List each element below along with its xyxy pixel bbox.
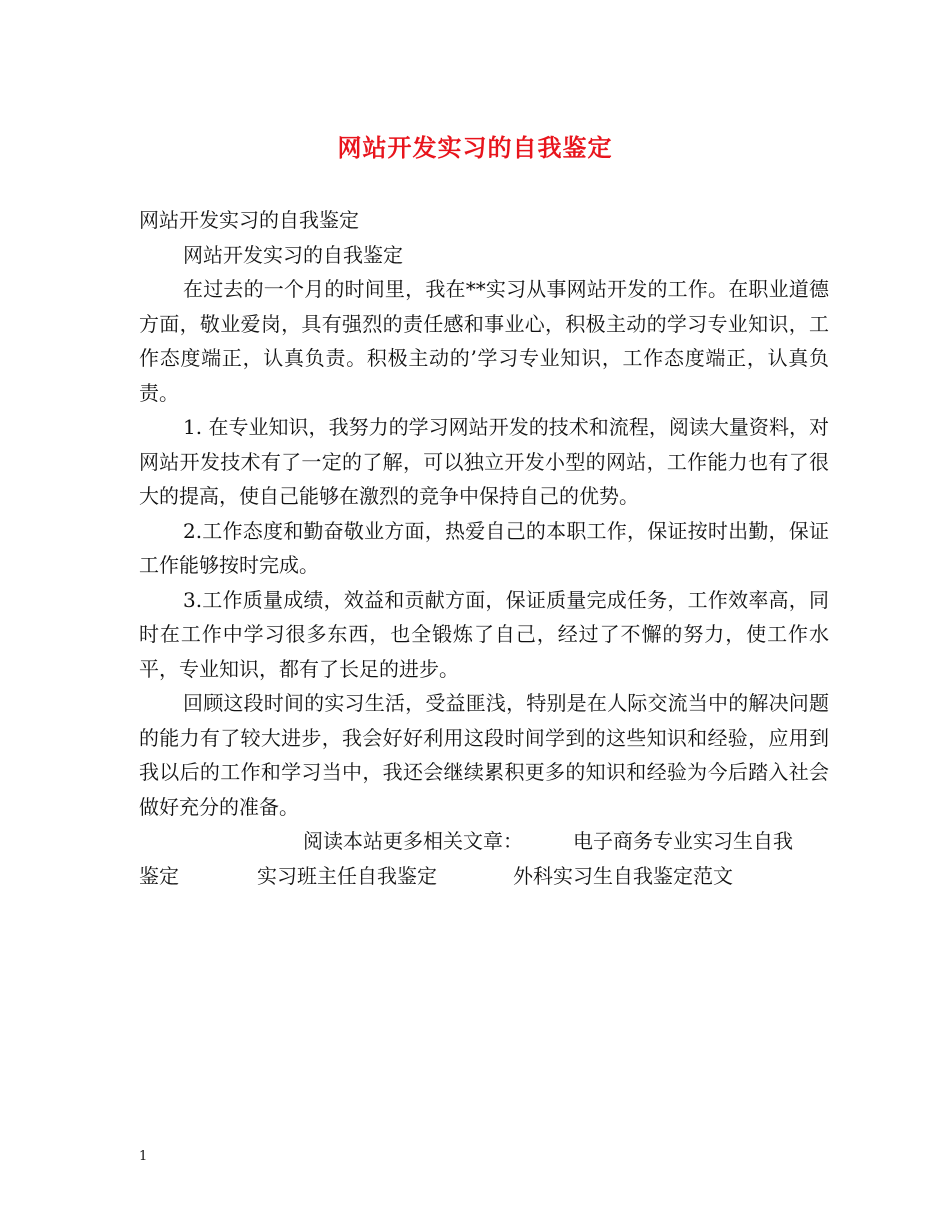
paragraph-item-1: 1. 在专业知识，我努力的学习网站开发的技术和流程，阅读大量资料，对网站开发技术有了一定的了解，可以独立开发小型的网站，工作能力也有了很大的提高，使自己能够在激烈的竞争中保持自己的优势。: [139, 415, 829, 508]
related-link-ecommerce-intern[interactable]: 电子商务专业实习生自我: [573, 829, 793, 853]
related-link-surgery-intern[interactable]: 外科实习生自我鉴定范文: [513, 863, 733, 888]
related-articles: [139, 824, 829, 859]
related-articles-second-line: [139, 859, 829, 894]
subheading-indented: 网站开发实习的自我鉴定: [183, 242, 403, 267]
paragraph-item-2: 2.工作态度和勤奋敬业方面，热爱自己的本职工作，保证按时出勤，保证工作能够按时完成。: [139, 518, 829, 577]
document-body: [139, 203, 829, 893]
related-link-ecommerce-intern-tail[interactable]: 鉴定: [139, 863, 179, 888]
related-articles-lead: [139, 824, 829, 859]
paragraph-intro: 在过去的一个月的时间里，我在**实习从事网站开发的工作。在职业道德方面，敬业爱岗，具有强烈的责任感和事业心，积极主动的学习专业知识，工作态度端正，认真负责。积极主动的’学习专业知识，工作态度端正，认真负责。: [139, 277, 829, 405]
document-title: 网站开发实习的自我鉴定: [337, 133, 613, 162]
related-link-headteacher-intern[interactable]: 实习班主任自我鉴定: [257, 863, 437, 888]
subheading: 网站开发实习的自我鉴定: [139, 208, 359, 232]
paragraph-item-3: 3.工作质量成绩，效益和贡献方面，保证质量完成任务，工作效率高，同时在工作中学习很多东西，也全锻炼了自己，经过了不懈的努力，使工作水平，专业知识，都有了长足的进步。: [139, 587, 829, 681]
related-label: 阅读本站更多相关文章：: [303, 829, 523, 853]
page-number: 1: [139, 1149, 148, 1164]
paragraph-review: 回顾这段时间的实习生活，受益匪浅，特别是在人际交流当中的解决问题的能力有了较大进步，我会好好利用这段时间学到的这些知识和经验，应用到我以后的工作和学习当中，我还会继续累积更多的知识和经验为今后踏入社会做好充分的准备。: [139, 691, 829, 819]
